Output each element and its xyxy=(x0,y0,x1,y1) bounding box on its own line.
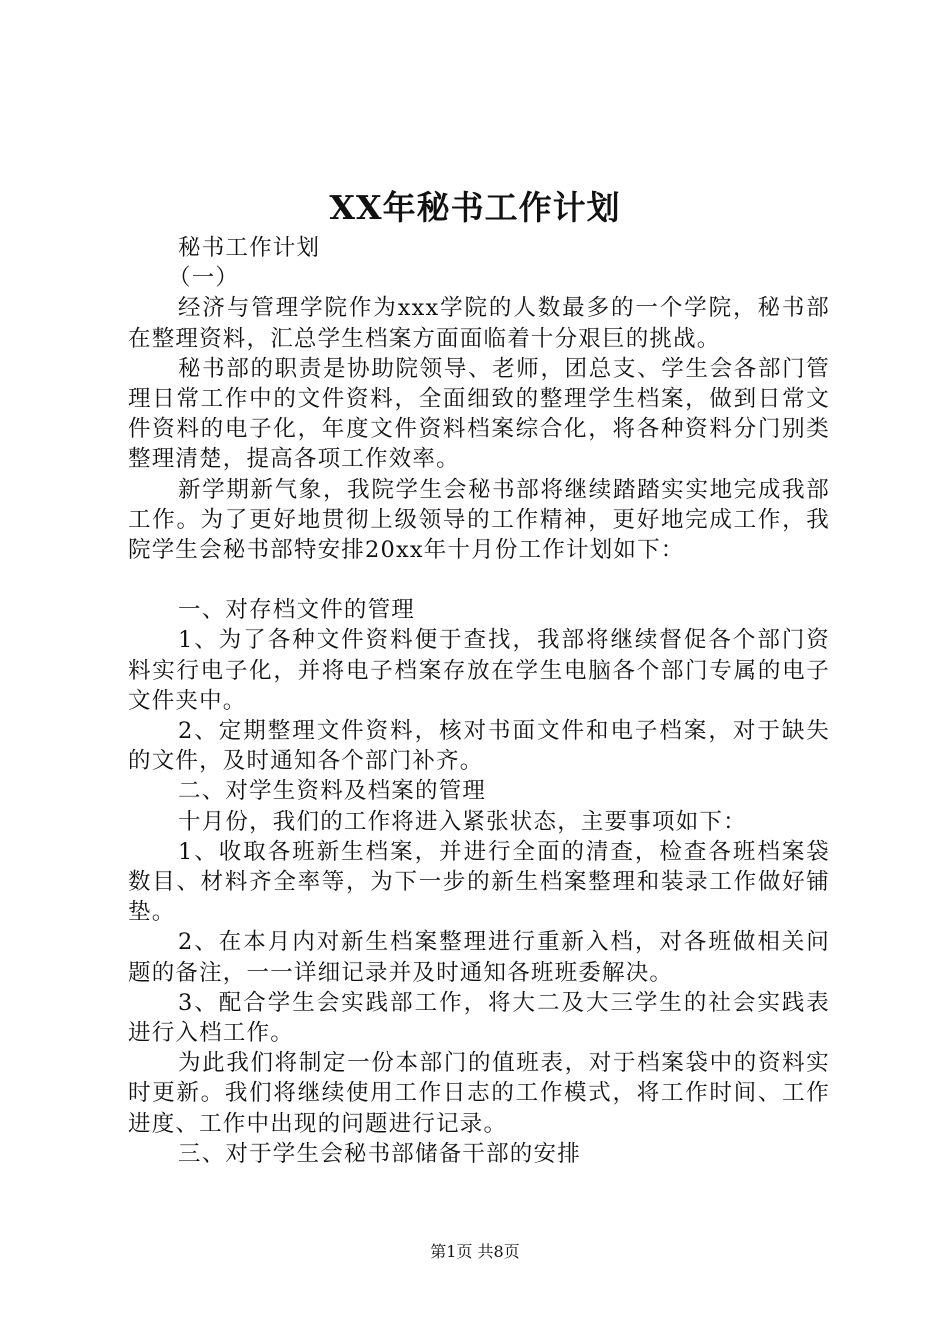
heading-archive-management: 一、对存档文件的管理 xyxy=(178,597,416,624)
heading-reserve-cadres: 三、对于学生会秘书部储备干部的安排 xyxy=(178,1140,581,1167)
paragraph-duty-roster: 为此我们将制定一份本部门的值班表，对于档案袋中的资料实时更新。我们将继续使用工作日志的工作模式，将工作时间、工作进度、工作中出现的问题进行记录。 xyxy=(128,1050,830,1137)
page-footer: 第1页 共8页 xyxy=(430,1242,520,1261)
paragraph-intro: 经济与管理学院作为xxx学院的人数最多的一个学院，秘书部在整理资料，汇总学生档案方面面临着十分艰巨的挑战。 xyxy=(128,295,830,352)
heading-student-records: 二、对学生资料及档案的管理 xyxy=(178,778,487,805)
paragraph-archive-item-2: 2、定期整理文件资料，核对书面文件和电子档案，对于缺失的文件，及时通知各个部门补齐。 xyxy=(128,718,830,775)
paragraph-records-item-2: 2、在本月内对新生档案整理进行重新入档，对各班做相关问题的备注，一一详细记录并及时通知各班班委解决。 xyxy=(128,929,830,986)
paragraph-spacer xyxy=(128,565,830,595)
paragraph-new-term: 新学期新气象，我院学生会秘书部将继续踏踏实实地完成我部工作。为了更好地贯彻上级领导的工作精神，更好地完成工作，我院学生会秘书部特安排20xx年十月份工作计划如下： xyxy=(128,476,830,564)
paragraph-archive-item-1: 1、为了各种文件资料便于查找，我部将继续督促各个部门资料实行电子化，并将电子档案存放在学生电脑各个部门专属的电子文件夹中。 xyxy=(128,627,830,714)
paragraph-records-item-1: 1、收取各班新生档案，并进行全面的清查，检查各班档案袋数目、材料齐全率等，为下一步的新生档案整理和装录工作做好铺垫。 xyxy=(128,838,830,926)
paragraph-records-item-3: 3、配合学生会实践部工作，将大二及大三学生的社会实践表进行入档工作。 xyxy=(128,989,830,1047)
paragraph-duties: 秘书部的职责是协助院领导、老师，团总支、学生会各部门管理日常工作中的文件资料，全面细致的整理学生档案，做到日常文件资料的电子化，年度文件资料档案综合化，将各种资料分门别类整理清楚，提高各项工作效率。 xyxy=(128,355,830,473)
document-title: XX年秘书工作计划 xyxy=(329,188,621,227)
paragraph-subtitle: 秘书工作计划 xyxy=(178,235,321,261)
paragraph-october-intro: 十月份，我们的工作将进入紧张状态，主要事项如下： xyxy=(178,808,747,835)
paragraph-section-marker: （一） xyxy=(168,265,240,292)
document-body xyxy=(128,233,830,1169)
